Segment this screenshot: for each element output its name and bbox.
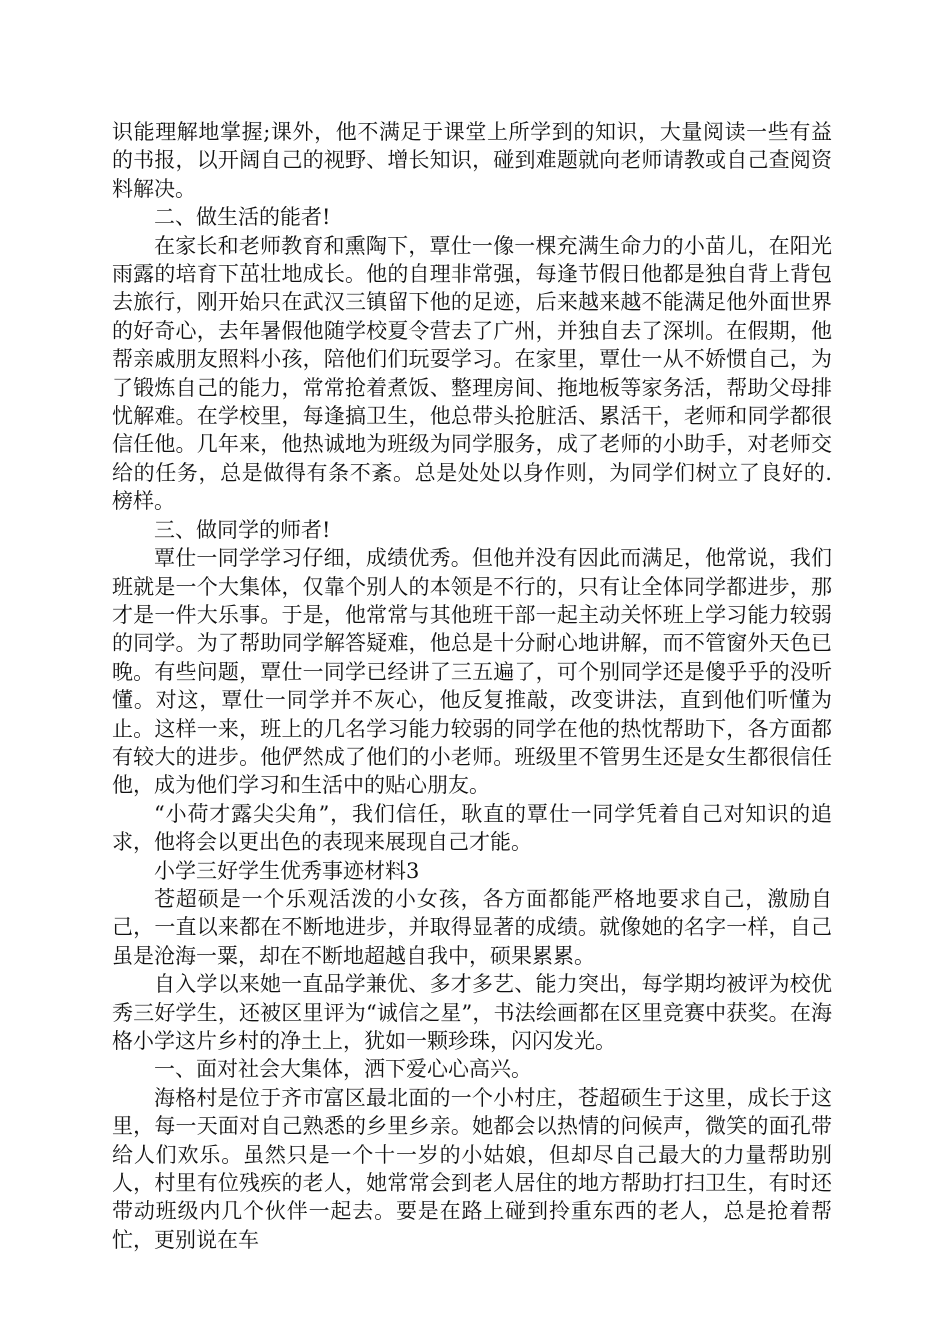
body-paragraph: 在家长和老师教育和熏陶下，覃仕一像一棵充满生命力的小苗儿，在阳光雨露的培育下茁壮地成长。他的自理非常强，每逢节假日他都是独自背上背包去旅行，刚开始只在武汉三镇留下他的足迹，后来越来越不能满足他外面世界的好奇心，去年暑假他随学校夏令营去了广州，并独自去了深圳。在假期，他帮亲戚朋友照料小孩，陪他们们玩耍学习。在家里，覃仕一从不娇惯自己，为了锻炼自己的能力，常常抢着煮饭、整理房间、拖地板等家务活，帮助父母排忧解难。在学校里，每逢搞卫生，他总带头抢脏活、累活干，老师和同学都很信任他。几年来，他热诚地为班级为同学服务，成了老师的小助手，对老师交给的任务，总是做得有条不紊。总是处处以身作则，为同学们树立了良好的.榜样。: [112, 233, 832, 514]
body-paragraph: 识能理解地掌握;课外，他不满足于课堂上所学到的知识，大量阅读一些有益的书报，以开阔自己的视野、增长知识，碰到难题就向老师请教或自己查阅资料解决。: [112, 120, 832, 201]
section-heading: 一、面对社会大集体，洒下爱心心高兴。: [154, 1057, 532, 1082]
section-heading: 二、做生活的能者!: [154, 205, 331, 230]
body-paragraph: 自入学以来她一直品学兼优、多才多艺、能力突出，每学期均被评为校优秀三好学生，还被区里评为“诚信之星”，书法绘画都在区里竞赛中获奖。在海格小学这片乡村的净土上，犹如一颗珍珠，闪闪发光。: [112, 972, 832, 1053]
body-paragraph: 海格村是位于齐市富区最北面的一个小村庄，苍超硕生于这里，成长于这里，每一天面对自己熟悉的乡里乡亲。她都会以热情的问候声，微笑的面孔带给人们欢乐。虽然只是一个十一岁的小姑娘，但却尽自己最大的力量帮助别人，村里有位残疾的老人，她常常会到老人居住的地方帮助打扫卫生，有时还带动班级内几个伙伴一起去。要是在路上碰到拎重东西的老人，总是抢着帮忙，更别说在车: [112, 1085, 832, 1252]
document-title: 小学三好学生优秀事迹材料3: [154, 858, 420, 883]
body-paragraph: 覃仕一同学学习仔细，成绩优秀。但他并没有因此而满足，他常说，我们班就是一个大集体，仅靠个别人的本领是不行的，只有让全体同学都进步，那才是一件大乐事。于是，他常常与其他班干部一起主动关怀班上学习能力较弱的同学。为了帮助同学解答疑难，他总是十分耐心地讲解，而不管窗外天色已晚。有些问题，覃仕一同学已经讲了三五遍了，可个别同学还是傻乎乎的没听懂。对这，覃仕一同学并不灰心，他反复推敲，改变讲法，直到他们听懂为止。这样一来，班上的几名学习能力较弱的同学在他的热忱帮助下，各方面都有较大的进步。他俨然成了他们的小老师。班级里不管男生还是女生都很信任他，成为他们学习和生活中的贴心朋友。: [112, 546, 832, 798]
document-body: [112, 118, 832, 1254]
body-paragraph: “小荷才露尖尖角”，我们信任，耿直的覃仕一同学凭着自己对知识的追求，他将会以更出色的表现来展现自己才能。: [112, 801, 832, 855]
section-heading: 三、做同学的师者!: [154, 517, 331, 542]
body-paragraph: 苍超硕是一个乐观活泼的小女孩，各方面都能严格地要求自己，激励自己，一直以来都在不断地进步，并取得显著的成绩。就像她的名字一样，自己虽是沧海一粟，却在不断地超越自我中，硕果累累。: [112, 886, 832, 968]
